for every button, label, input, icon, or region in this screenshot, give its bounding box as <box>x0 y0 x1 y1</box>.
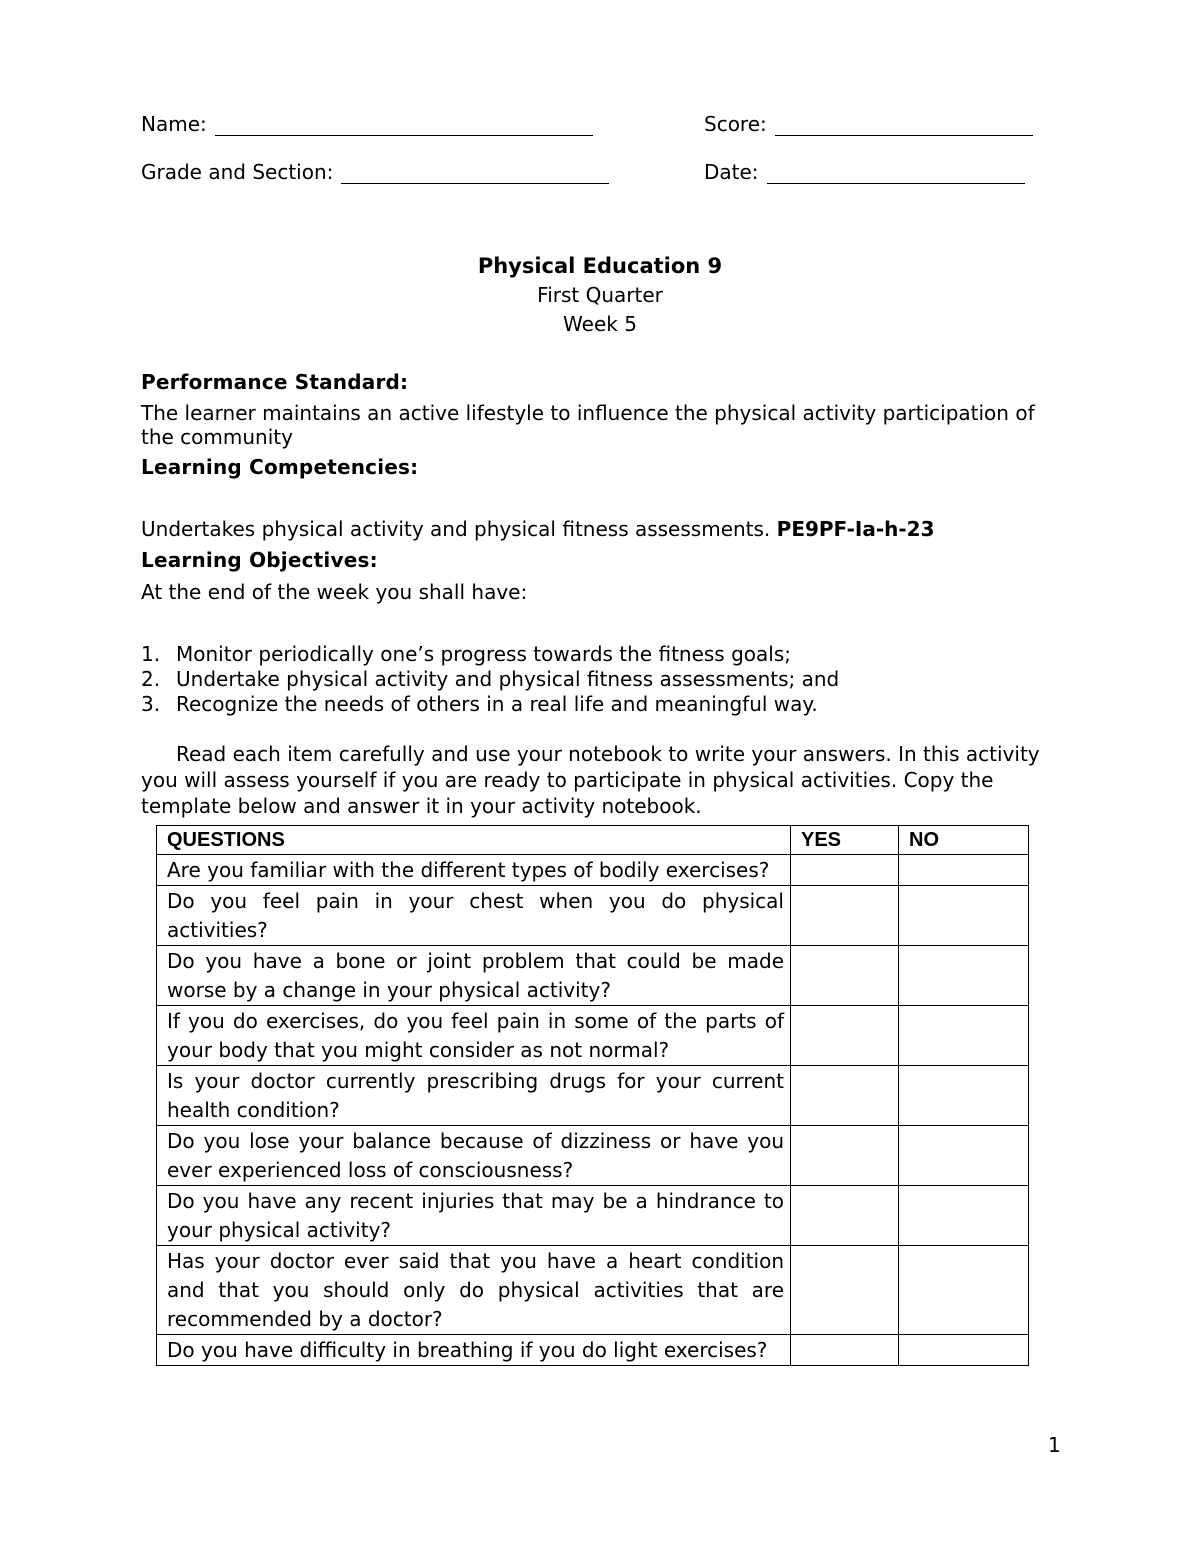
date-label: Date: <box>704 160 759 184</box>
name-label: Name: <box>141 112 207 136</box>
no-cell[interactable] <box>899 886 1029 946</box>
question-cell: Is your doctor currently prescribing drugs for your current health condition? <box>157 1066 791 1126</box>
performance-standard-heading: Performance Standard: <box>141 370 409 394</box>
date-field[interactable] <box>704 160 1025 184</box>
yes-cell[interactable] <box>791 1066 899 1126</box>
yes-cell[interactable] <box>791 886 899 946</box>
objective-text: Recognize the needs of others in a real life and meaningful way. <box>176 692 818 716</box>
question-cell: Are you familiar with the different types of bodily exercises? <box>157 855 791 886</box>
objective-number: 3. <box>141 692 161 716</box>
name-line[interactable] <box>215 115 593 136</box>
no-cell[interactable] <box>899 855 1029 886</box>
objective-text: Undertake physical activity and physical fitness assessments; and <box>176 667 840 691</box>
table-header-row <box>157 826 1029 855</box>
table-row <box>157 1246 1029 1335</box>
header-row-1 <box>141 112 1061 140</box>
grade-section-label: Grade and Section: <box>141 160 334 184</box>
learning-objectives-heading: Learning Objectives: <box>141 548 378 572</box>
header-row-2 <box>141 160 1061 188</box>
question-cell: Do you have difficulty in breathing if you do light exercises? <box>157 1335 791 1366</box>
question-cell: Do you lose your balance because of dizziness or have you ever experienced loss of consciousness? <box>157 1126 791 1186</box>
learning-competencies-text: Undertakes physical activity and physical fitness assessments. <box>141 517 771 541</box>
grade-section-line[interactable] <box>341 163 609 184</box>
objective-text: Monitor periodically one’s progress towards the fitness goals; <box>176 642 791 666</box>
competency-code: PE9PF-Ia-h-23 <box>776 517 935 541</box>
no-cell[interactable] <box>899 1066 1029 1126</box>
yes-header: YES <box>791 826 899 855</box>
table-row <box>157 1006 1029 1066</box>
table-row <box>157 855 1029 886</box>
yes-cell[interactable] <box>791 946 899 1006</box>
question-cell: Do you have any recent injuries that may be a hindrance to your physical activity? <box>157 1186 791 1246</box>
no-cell[interactable] <box>899 1246 1029 1335</box>
question-cell: Has your doctor ever said that you have a heart condition and that you should only do physical activities that are recommended by a doctor? <box>157 1246 791 1335</box>
no-cell[interactable] <box>899 1006 1029 1066</box>
question-cell: Do you feel pain in your chest when you do physical activities? <box>157 886 791 946</box>
page-number: 1 <box>1048 1433 1061 1457</box>
score-label: Score: <box>704 112 767 136</box>
readiness-questionnaire-table <box>156 825 1029 1366</box>
question-cell: Do you have a bone or joint problem that could be made worse by a change in your physical activity? <box>157 946 791 1006</box>
learning-competencies-heading: Learning Competencies: <box>141 455 419 479</box>
learning-objectives-intro: At the end of the week you shall have: <box>141 580 528 604</box>
quarter-title: First Quarter <box>537 283 663 307</box>
table-row <box>157 886 1029 946</box>
learning-competencies-line <box>141 517 1041 541</box>
performance-standard-text: The learner maintains an active lifestyle to influence the physical activity participation of the community <box>141 401 1035 449</box>
objective-number: 2. <box>141 667 161 691</box>
yes-cell[interactable] <box>791 1006 899 1066</box>
table-row <box>157 1126 1029 1186</box>
table-row <box>157 1066 1029 1126</box>
question-cell: If you do exercises, do you feel pain in some of the parts of your body that you might consider as not normal? <box>157 1006 791 1066</box>
yes-cell[interactable] <box>791 855 899 886</box>
questions-header: QUESTIONS <box>157 826 791 855</box>
table-row <box>157 946 1029 1006</box>
objective-number: 1. <box>141 642 161 666</box>
yes-cell[interactable] <box>791 1246 899 1335</box>
yes-cell[interactable] <box>791 1186 899 1246</box>
week-title: Week 5 <box>563 312 637 336</box>
date-line[interactable] <box>767 163 1025 184</box>
objective-item <box>141 692 1041 716</box>
yes-cell[interactable] <box>791 1335 899 1366</box>
subject-title: Physical Education 9 <box>477 254 723 278</box>
score-line[interactable] <box>775 115 1033 136</box>
table-row <box>157 1186 1029 1246</box>
yes-cell[interactable] <box>791 1126 899 1186</box>
no-cell[interactable] <box>899 1335 1029 1366</box>
table-row <box>157 1335 1029 1366</box>
no-cell[interactable] <box>899 946 1029 1006</box>
objective-item <box>141 642 1041 666</box>
name-field[interactable] <box>141 112 593 136</box>
instructions-text: Read each item carefully and use your notebook to write your answers. In this activity you will assess yourself if you are ready to participate in physical activities. Copy the template below and answer it in your activity notebook. <box>141 742 1040 818</box>
no-cell[interactable] <box>899 1186 1029 1246</box>
no-header: NO <box>899 826 1029 855</box>
grade-section-field[interactable] <box>141 160 609 184</box>
score-field[interactable] <box>704 112 1033 136</box>
no-cell[interactable] <box>899 1126 1029 1186</box>
objective-item <box>141 667 1041 691</box>
